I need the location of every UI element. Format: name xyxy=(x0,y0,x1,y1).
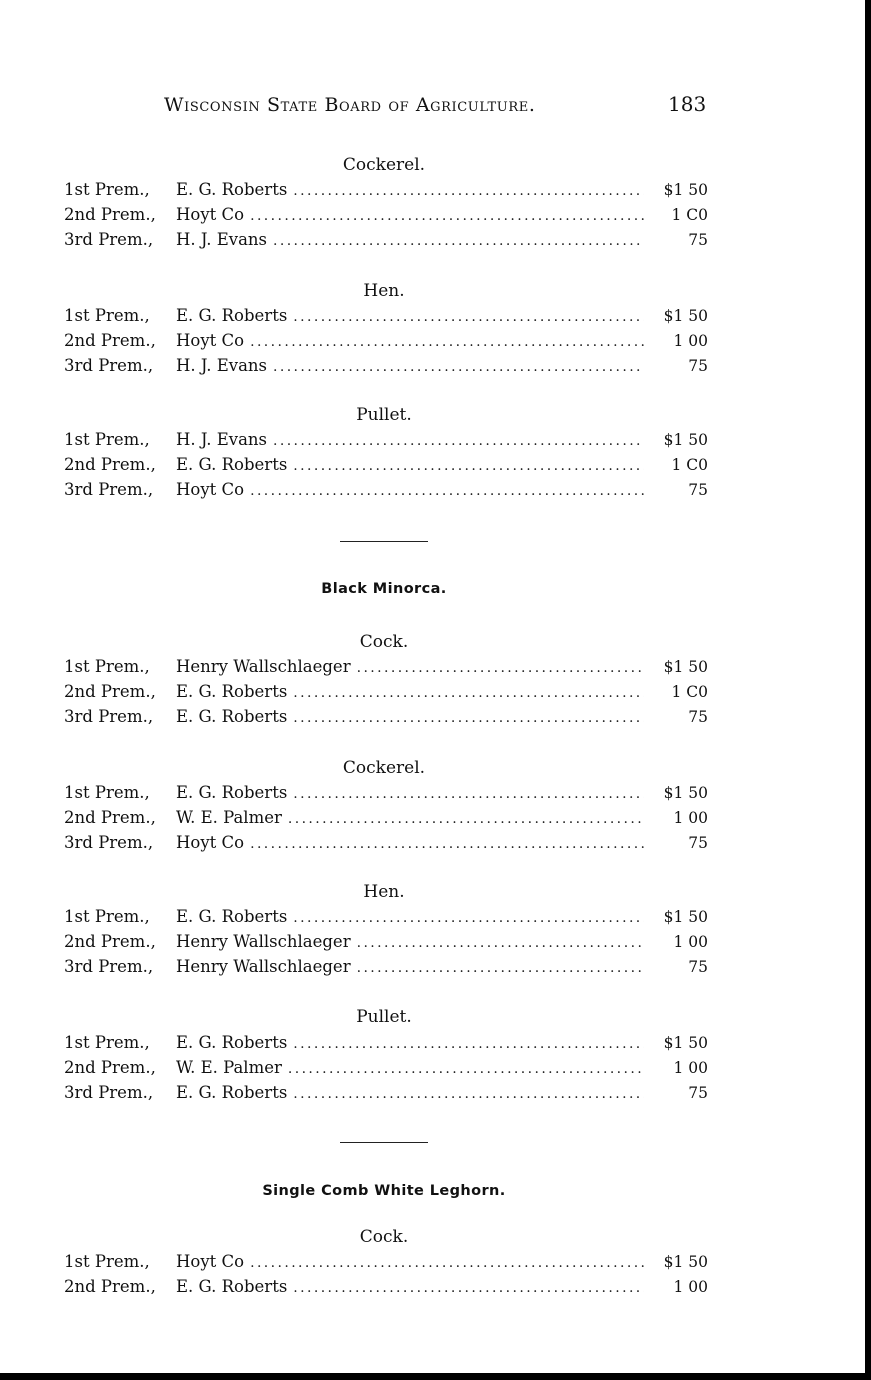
class-heading-cockerel: Cockerel. xyxy=(342,758,426,778)
exhibitor-name: Hoyt Co xyxy=(176,1252,245,1271)
premium-place: 3rd Prem., xyxy=(64,833,154,852)
exhibitor-name: Hoyt Co xyxy=(176,331,245,350)
premium-row xyxy=(64,783,708,807)
premium-place: 2nd Prem., xyxy=(64,331,156,350)
premium-row xyxy=(64,1252,708,1276)
dot-leader xyxy=(293,685,644,701)
exhibitor-name: W. E. Palmer xyxy=(176,1058,282,1077)
dot-leader xyxy=(250,836,644,852)
premium-amount: 1 00 xyxy=(673,1278,708,1296)
dot-leader xyxy=(293,1086,644,1102)
premium-row xyxy=(64,932,708,956)
page-number: 183 xyxy=(668,92,707,116)
dot-leader xyxy=(250,208,644,224)
premium-place: 1st Prem., xyxy=(64,1033,150,1052)
premium-place: 2nd Prem., xyxy=(64,1277,156,1296)
premium-place: 3rd Prem., xyxy=(64,356,154,375)
premium-place: 1st Prem., xyxy=(64,180,150,199)
premium-amount: 1 00 xyxy=(673,809,708,827)
premium-place: 2nd Prem., xyxy=(64,932,156,951)
premium-row xyxy=(64,455,708,479)
class-heading-hen: Hen. xyxy=(363,882,405,902)
premium-amount: 1 C0 xyxy=(671,456,708,474)
premium-amount: $1 50 xyxy=(663,1034,708,1052)
dot-leader xyxy=(293,710,644,726)
premium-amount: $1 50 xyxy=(663,1253,708,1271)
dot-leader xyxy=(293,1036,644,1052)
premium-amount: 1 00 xyxy=(673,1059,708,1077)
premium-place: 1st Prem., xyxy=(64,657,150,676)
premium-row xyxy=(64,682,708,706)
exhibitor-name: E. G. Roberts xyxy=(176,1033,288,1052)
premium-place: 1st Prem., xyxy=(64,306,150,325)
premium-row xyxy=(64,331,708,355)
premium-row xyxy=(64,356,708,380)
class-heading-cock: Cock. xyxy=(359,1227,409,1247)
dot-leader xyxy=(250,483,644,499)
exhibitor-name: Henry Wallschlaeger xyxy=(176,657,351,676)
exhibitor-name: H. J. Evans xyxy=(176,230,267,249)
premium-row xyxy=(64,480,708,504)
premium-row xyxy=(64,1277,708,1301)
dot-leader xyxy=(293,910,644,926)
premium-place: 3rd Prem., xyxy=(64,957,154,976)
running-head: Wisconsin State Board of Agriculture. xyxy=(164,94,536,116)
premium-amount: 1 00 xyxy=(673,332,708,350)
class-heading-cock: Cock. xyxy=(359,632,409,652)
premium-row xyxy=(64,430,708,454)
premium-place: 2nd Prem., xyxy=(64,455,156,474)
premium-row xyxy=(64,907,708,931)
exhibitor-name: W. E. Palmer xyxy=(176,808,282,827)
premium-amount: 75 xyxy=(688,834,708,852)
dot-leader xyxy=(273,433,644,449)
section-divider xyxy=(340,541,428,542)
premium-place: 3rd Prem., xyxy=(64,707,154,726)
premium-place: 3rd Prem., xyxy=(64,480,154,499)
dot-leader xyxy=(288,1061,644,1077)
premium-amount: 75 xyxy=(688,357,708,375)
exhibitor-name: E. G. Roberts xyxy=(176,180,288,199)
premium-place: 1st Prem., xyxy=(64,907,150,926)
exhibitor-name: H. J. Evans xyxy=(176,356,267,375)
exhibitor-name: Henry Wallschlaeger xyxy=(176,932,351,951)
class-heading-pullet: Pullet. xyxy=(356,1007,412,1027)
dot-leader xyxy=(250,334,644,350)
dot-leader xyxy=(293,786,644,802)
premium-amount: 1 00 xyxy=(673,933,708,951)
premium-row xyxy=(64,180,708,204)
dot-leader xyxy=(293,1280,644,1296)
premium-place: 1st Prem., xyxy=(64,430,150,449)
dot-leader xyxy=(250,1255,644,1271)
premium-amount: 1 C0 xyxy=(671,683,708,701)
premium-amount: $1 50 xyxy=(663,784,708,802)
page-edge-bottom xyxy=(0,1373,871,1380)
dot-leader xyxy=(293,183,644,199)
premium-amount: 1 C0 xyxy=(671,206,708,224)
premium-row xyxy=(64,833,708,857)
section-divider xyxy=(340,1142,428,1143)
class-heading-hen: Hen. xyxy=(363,281,405,301)
premium-row xyxy=(64,306,708,330)
premium-row xyxy=(64,808,708,832)
exhibitor-name: Hoyt Co xyxy=(176,833,245,852)
premium-row xyxy=(64,205,708,229)
exhibitor-name: E. G. Roberts xyxy=(176,455,288,474)
dot-leader xyxy=(293,309,644,325)
exhibitor-name: Hoyt Co xyxy=(176,205,245,224)
premium-place: 2nd Prem., xyxy=(64,1058,156,1077)
premium-place: 3rd Prem., xyxy=(64,230,154,249)
exhibitor-name: E. G. Roberts xyxy=(176,907,288,926)
breed-heading: Black Minorca. xyxy=(321,581,447,597)
dot-leader xyxy=(273,359,644,375)
premium-amount: 75 xyxy=(688,231,708,249)
exhibitor-name: Henry Wallschlaeger xyxy=(176,957,351,976)
premium-place: 1st Prem., xyxy=(64,783,150,802)
premium-amount: $1 50 xyxy=(663,307,708,325)
premium-row xyxy=(64,1058,708,1082)
premium-place: 3rd Prem., xyxy=(64,1083,154,1102)
premium-amount: $1 50 xyxy=(663,181,708,199)
exhibitor-name: E. G. Roberts xyxy=(176,707,288,726)
premium-amount: $1 50 xyxy=(663,908,708,926)
premium-row xyxy=(64,1083,708,1107)
premium-amount: $1 50 xyxy=(663,431,708,449)
premium-row xyxy=(64,1033,708,1057)
premium-amount: $1 50 xyxy=(663,658,708,676)
page-edge-right xyxy=(865,0,871,1380)
dot-leader xyxy=(273,233,644,249)
exhibitor-name: E. G. Roberts xyxy=(176,783,288,802)
dot-leader xyxy=(357,935,644,951)
dot-leader xyxy=(357,960,644,976)
premium-place: 2nd Prem., xyxy=(64,808,156,827)
dot-leader xyxy=(293,458,644,474)
premium-place: 1st Prem., xyxy=(64,1252,150,1271)
premium-amount: 75 xyxy=(688,958,708,976)
dot-leader xyxy=(288,811,644,827)
premium-amount: 75 xyxy=(688,481,708,499)
exhibitor-name: E. G. Roberts xyxy=(176,1277,288,1296)
exhibitor-name: E. G. Roberts xyxy=(176,682,288,701)
premium-row xyxy=(64,230,708,254)
premium-amount: 75 xyxy=(688,708,708,726)
class-heading-cockerel: Cockerel. xyxy=(342,155,426,175)
class-heading-pullet: Pullet. xyxy=(356,405,412,425)
exhibitor-name: E. G. Roberts xyxy=(176,306,288,325)
dot-leader xyxy=(357,660,644,676)
premium-row xyxy=(64,957,708,981)
premium-row xyxy=(64,707,708,731)
premium-place: 2nd Prem., xyxy=(64,205,156,224)
premium-amount: 75 xyxy=(688,1084,708,1102)
exhibitor-name: E. G. Roberts xyxy=(176,1083,288,1102)
exhibitor-name: Hoyt Co xyxy=(176,480,245,499)
premium-place: 2nd Prem., xyxy=(64,682,156,701)
premium-row xyxy=(64,657,708,681)
exhibitor-name: H. J. Evans xyxy=(176,430,267,449)
breed-heading: Single Comb White Leghorn. xyxy=(262,1183,506,1199)
